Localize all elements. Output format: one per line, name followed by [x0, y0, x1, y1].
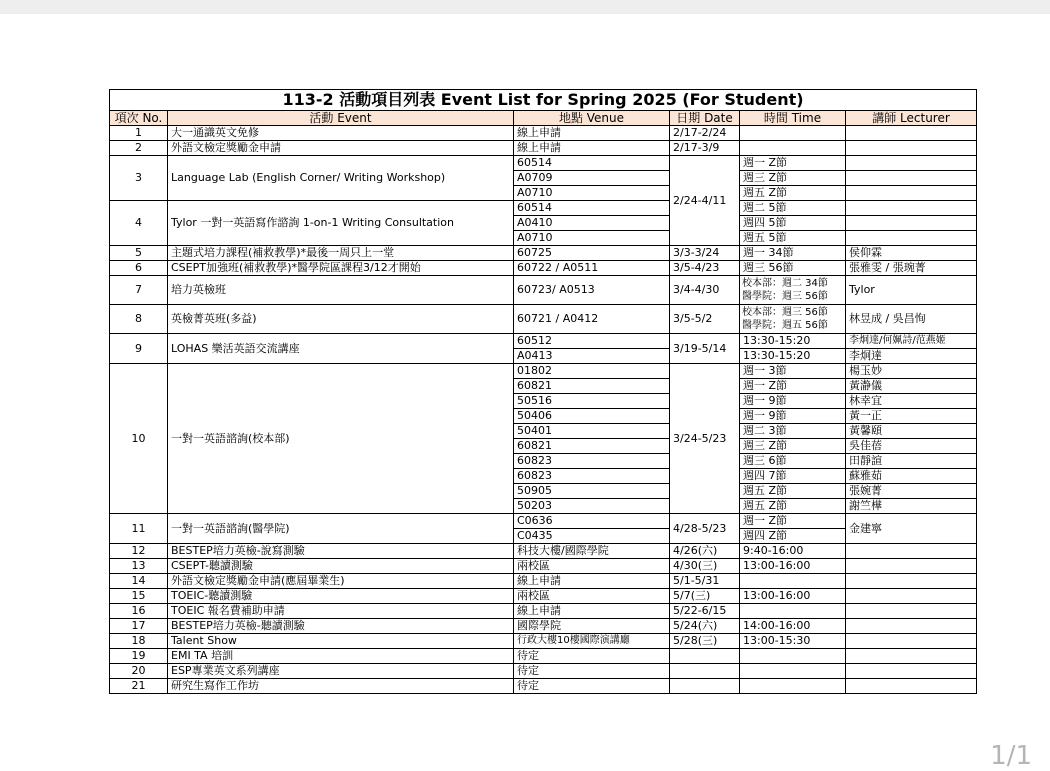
row-venue: 60721 / A0412	[514, 305, 670, 334]
row-time	[740, 679, 846, 694]
row-time	[740, 126, 846, 141]
row-lecturer	[846, 619, 977, 634]
row-event: 外語文檢定獎勵金申請(應屆畢業生)	[168, 574, 514, 589]
row-venue: 線上申請	[514, 126, 670, 141]
row-time	[740, 141, 846, 156]
row-time: 13:30-15:20	[740, 349, 846, 364]
row-lecturer	[846, 634, 977, 649]
row-time	[740, 305, 846, 334]
row-time: 週四 5節	[740, 216, 846, 231]
row-venue: A0710	[514, 186, 670, 201]
row-event: Language Lab (English Corner/ Writing Workshop)	[168, 156, 514, 201]
row-date: 3/3-3/24	[670, 246, 740, 261]
table-row	[110, 364, 977, 379]
row-event: 培力英檢班	[168, 276, 514, 305]
row-no: 20	[110, 664, 168, 679]
row-no: 11	[110, 514, 168, 544]
row-time: 週一 34節	[740, 246, 846, 261]
table-row	[110, 664, 977, 679]
column-header-date: 日期 Date	[670, 111, 740, 126]
row-time: 13:00-15:30	[740, 634, 846, 649]
row-date: 2/17-3/9	[670, 141, 740, 156]
row-lecturer: 蘇雅茹	[846, 469, 977, 484]
row-lecturer: Tylor	[846, 276, 977, 305]
row-venue: 50203	[514, 499, 670, 514]
row-lecturer	[846, 559, 977, 574]
row-time: 週四 Z節	[740, 529, 846, 544]
row-venue: 60821	[514, 439, 670, 454]
row-no: 6	[110, 261, 168, 276]
row-venue: 60823	[514, 454, 670, 469]
row-event: 英檢菁英班(多益)	[168, 305, 514, 334]
row-time	[740, 574, 846, 589]
row-lecturer: 楊玉妙	[846, 364, 977, 379]
row-lecturer	[846, 231, 977, 246]
row-time: 週五 Z節	[740, 499, 846, 514]
row-lecturer: 林幸宜	[846, 394, 977, 409]
row-no: 14	[110, 574, 168, 589]
row-time: 週三 6節	[740, 454, 846, 469]
column-header-no: 項次 No.	[110, 111, 168, 126]
row-no: 18	[110, 634, 168, 649]
table-row	[110, 604, 977, 619]
row-event: Talent Show	[168, 634, 514, 649]
table-row	[110, 649, 977, 664]
row-event: 主題式培力課程(補救教學)*最後一周只上一堂	[168, 246, 514, 261]
row-venue: 60514	[514, 201, 670, 216]
row-event: LOHAS 樂活英語交流講座	[168, 334, 514, 364]
row-time: 週三 Z節	[740, 439, 846, 454]
row-venue: 60722 / A0511	[514, 261, 670, 276]
row-lecturer	[846, 156, 977, 171]
time-line: 校本部：週二 34節	[742, 278, 828, 289]
row-lecturer	[846, 679, 977, 694]
row-event: EMI TA 培訓	[168, 649, 514, 664]
table-row	[110, 334, 977, 349]
event-table	[109, 89, 977, 694]
row-venue: 60821	[514, 379, 670, 394]
row-lecturer	[846, 664, 977, 679]
row-time: 週三 56節	[740, 261, 846, 276]
row-time	[740, 604, 846, 619]
row-venue: 待定	[514, 664, 670, 679]
row-event: TOEIC 報名費補助申請	[168, 604, 514, 619]
table-row	[110, 261, 977, 276]
row-venue: 線上申請	[514, 604, 670, 619]
row-lecturer	[846, 126, 977, 141]
row-venue: 60512	[514, 334, 670, 349]
row-no: 8	[110, 305, 168, 334]
row-lecturer	[846, 201, 977, 216]
row-date: 5/28(三)	[670, 634, 740, 649]
row-time: 週一 Z節	[740, 379, 846, 394]
row-venue: 60723/ A0513	[514, 276, 670, 305]
row-lecturer	[846, 141, 977, 156]
row-venue: 50401	[514, 424, 670, 439]
row-date: 5/1-5/31	[670, 574, 740, 589]
row-date: 4/30(三)	[670, 559, 740, 574]
table-row	[110, 514, 977, 529]
row-date: 5/22-6/15	[670, 604, 740, 619]
row-lecturer	[846, 186, 977, 201]
row-venue: 50516	[514, 394, 670, 409]
time-line: 醫學院：週三 56節	[742, 291, 828, 302]
row-lecturer: 金建寧	[846, 514, 977, 544]
table-row	[110, 246, 977, 261]
table-row	[110, 141, 977, 156]
row-venue: 01802	[514, 364, 670, 379]
row-venue: 兩校區	[514, 589, 670, 604]
row-event: ESP專業英文系列講座	[168, 664, 514, 679]
row-no: 7	[110, 276, 168, 305]
row-event: Tylor 一對一英語寫作諮詢 1-on-1 Writing Consultation	[168, 201, 514, 246]
table-row	[110, 544, 977, 559]
row-time: 週五 5節	[740, 231, 846, 246]
row-event: 一對一英語諮詢(校本部)	[168, 364, 514, 514]
row-no: 1	[110, 126, 168, 141]
row-venue: 60514	[514, 156, 670, 171]
row-venue: A0413	[514, 349, 670, 364]
column-header-time: 時間 Time	[740, 111, 846, 126]
row-event: TOEIC-聽讀測驗	[168, 589, 514, 604]
row-time: 週一 9節	[740, 394, 846, 409]
row-venue: 線上申請	[514, 141, 670, 156]
row-date: 3/24-5/23	[670, 364, 740, 514]
row-lecturer: 謝竺樺	[846, 499, 977, 514]
row-time: 週一 3節	[740, 364, 846, 379]
row-date	[670, 649, 740, 664]
row-time: 週一 Z節	[740, 156, 846, 171]
table-row	[110, 126, 977, 141]
table-row	[110, 559, 977, 574]
row-lecturer	[846, 604, 977, 619]
row-lecturer: 李炯達	[846, 349, 977, 364]
table-row	[110, 589, 977, 604]
row-venue: 待定	[514, 679, 670, 694]
row-no: 4	[110, 201, 168, 246]
row-lecturer: 黃一正	[846, 409, 977, 424]
row-lecturer: 張婉菁	[846, 484, 977, 499]
row-no: 13	[110, 559, 168, 574]
row-lecturer: 侯仰霖	[846, 246, 977, 261]
row-lecturer: 黃馨頤	[846, 424, 977, 439]
row-venue: 60725	[514, 246, 670, 261]
row-no: 16	[110, 604, 168, 619]
table-header-row	[110, 111, 977, 126]
row-no: 5	[110, 246, 168, 261]
row-no: 10	[110, 364, 168, 514]
row-time: 週三 Z節	[740, 171, 846, 186]
document-title: 113-2 活動項目列表 Event List for Spring 2025 (For Student)	[110, 90, 977, 111]
row-no: 21	[110, 679, 168, 694]
row-time: 週四 7節	[740, 469, 846, 484]
viewer-top-bar	[0, 0, 1050, 14]
row-venue: 科技大樓/國際學院	[514, 544, 670, 559]
row-time: 週五 Z節	[740, 484, 846, 499]
row-date: 5/24(六)	[670, 619, 740, 634]
row-date: 3/19-5/14	[670, 334, 740, 364]
row-no: 19	[110, 649, 168, 664]
row-event: 大一通識英文免修	[168, 126, 514, 141]
row-venue: 50905	[514, 484, 670, 499]
row-event: BESTEP培力英檢-聽讀測驗	[168, 619, 514, 634]
column-header-event: 活動 Event	[168, 111, 514, 126]
row-lecturer: 張雅雯 / 張琬菁	[846, 261, 977, 276]
table-row	[110, 156, 977, 171]
row-time: 13:00-16:00	[740, 559, 846, 574]
row-venue: C0435	[514, 529, 670, 544]
row-date: 2/17-2/24	[670, 126, 740, 141]
time-line: 校本部：週三 56節	[742, 307, 828, 318]
row-venue: 兩校區	[514, 559, 670, 574]
event-list-document	[109, 89, 976, 694]
row-time	[740, 664, 846, 679]
row-date: 4/26(六)	[670, 544, 740, 559]
column-header-lecturer: 講師 Lecturer	[846, 111, 977, 126]
row-date: 2/24-4/11	[670, 156, 740, 246]
row-no: 15	[110, 589, 168, 604]
row-event: BESTEP培力英檢-說寫測驗	[168, 544, 514, 559]
column-header-venue: 地點 Venue	[514, 111, 670, 126]
row-date: 3/4-4/30	[670, 276, 740, 305]
row-lecturer	[846, 574, 977, 589]
row-time: 週一 9節	[740, 409, 846, 424]
row-date: 5/7(三)	[670, 589, 740, 604]
row-lecturer: 吳佳蓓	[846, 439, 977, 454]
table-row	[110, 619, 977, 634]
table-row	[110, 276, 977, 305]
row-time: 13:00-16:00	[740, 589, 846, 604]
row-lecturer: 林昱成 / 吳昌恂	[846, 305, 977, 334]
row-time: 14:00-16:00	[740, 619, 846, 634]
row-date	[670, 664, 740, 679]
row-event: 一對一英語諮詢(醫學院)	[168, 514, 514, 544]
table-row	[110, 679, 977, 694]
row-time: 週二 3節	[740, 424, 846, 439]
row-venue: 行政大樓10樓國際演講廳	[514, 634, 670, 649]
row-time: 9:40-16:00	[740, 544, 846, 559]
row-no: 12	[110, 544, 168, 559]
row-lecturer	[846, 171, 977, 186]
row-no: 17	[110, 619, 168, 634]
row-event: CSEPT-聽讀測驗	[168, 559, 514, 574]
row-venue: 待定	[514, 649, 670, 664]
row-venue: A0710	[514, 231, 670, 246]
row-lecturer	[846, 216, 977, 231]
row-lecturer: 李炯達/何姵詩/范燕姬	[846, 334, 977, 349]
row-lecturer: 黃瀞儀	[846, 379, 977, 394]
table-row	[110, 305, 977, 334]
table-row	[110, 201, 977, 216]
row-venue: 50406	[514, 409, 670, 424]
row-event: 外語文檢定獎勵金申請	[168, 141, 514, 156]
row-no: 3	[110, 156, 168, 201]
row-event: 研究生寫作工作坊	[168, 679, 514, 694]
row-time: 13:30-15:20	[740, 334, 846, 349]
row-event: CSEPT加強班(補救教學)*醫學院區課程3/12才開始	[168, 261, 514, 276]
row-venue: 國際學院	[514, 619, 670, 634]
row-no: 2	[110, 141, 168, 156]
row-lecturer	[846, 589, 977, 604]
row-time: 週五 Z節	[740, 186, 846, 201]
row-date: 4/28-5/23	[670, 514, 740, 544]
row-lecturer	[846, 544, 977, 559]
row-time	[740, 649, 846, 664]
page-indicator: 1/1	[990, 741, 1032, 771]
row-venue: 60823	[514, 469, 670, 484]
row-venue: C0636	[514, 514, 670, 529]
table-row	[110, 634, 977, 649]
row-time	[740, 276, 846, 305]
row-time: 週一 Z節	[740, 514, 846, 529]
row-date	[670, 679, 740, 694]
table-row	[110, 574, 977, 589]
row-venue: A0410	[514, 216, 670, 231]
row-date: 3/5-5/2	[670, 305, 740, 334]
row-time: 週二 5節	[740, 201, 846, 216]
row-venue: 線上申請	[514, 574, 670, 589]
row-lecturer: 田靜諠	[846, 454, 977, 469]
row-no: 9	[110, 334, 168, 364]
row-venue: A0709	[514, 171, 670, 186]
row-date: 3/5-4/23	[670, 261, 740, 276]
row-lecturer	[846, 649, 977, 664]
time-line: 醫學院：週五 56節	[742, 320, 828, 331]
